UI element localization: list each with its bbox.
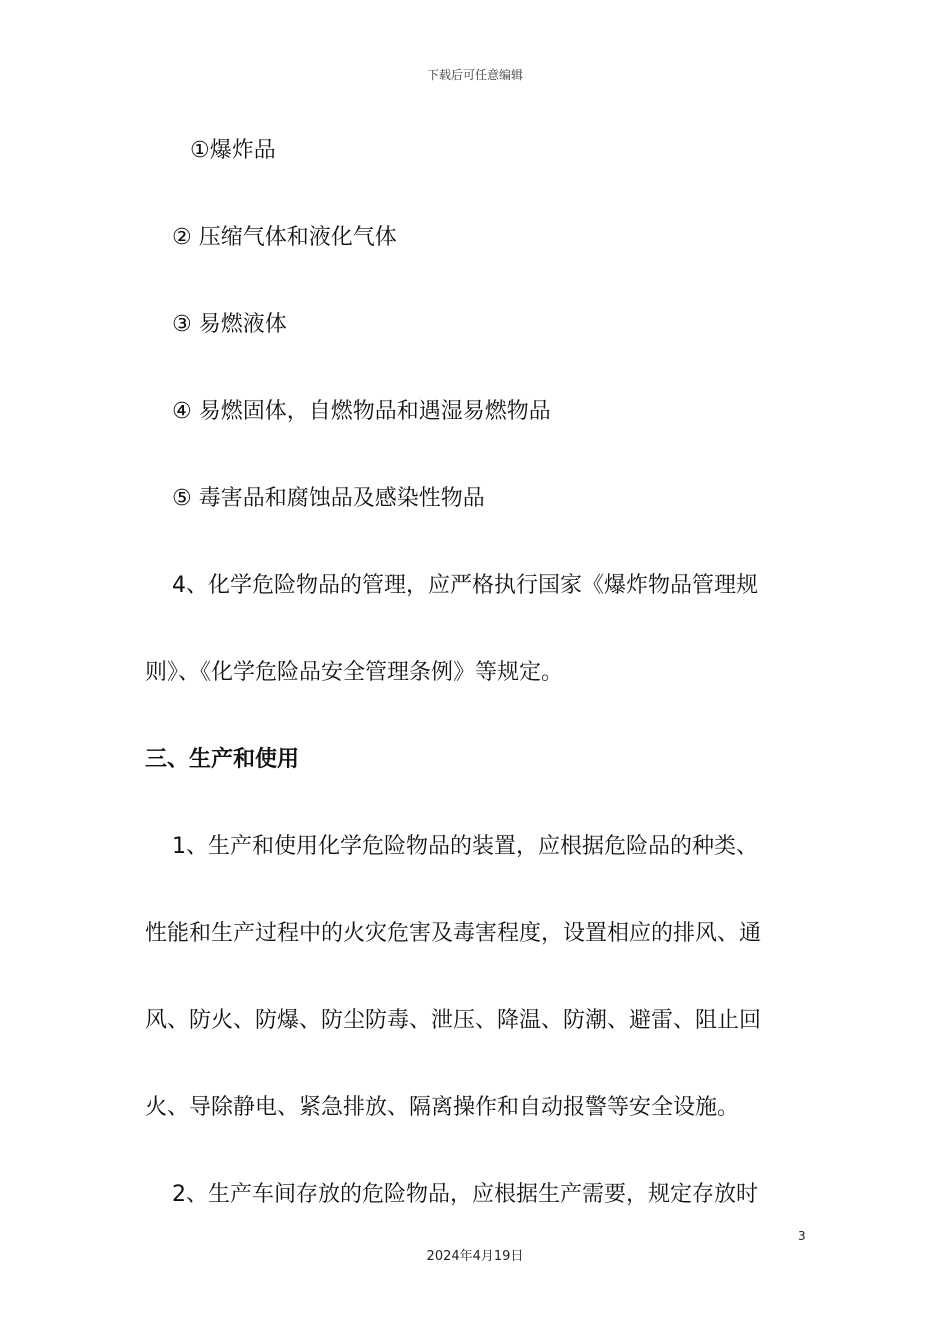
page-header: 下载后可任意编辑 (426, 68, 523, 82)
paragraph-4-line-2: 则》、《化学危险品安全管理条例》等规定。 (145, 660, 564, 685)
list-item-toxic-corrosive: ⑤ 毒害品和腐蚀品及感染性物品 (172, 486, 485, 511)
paragraph-s1-line-4: 火、导除静电、紧急排放、隔离操作和自动报警等安全设施。 (145, 1095, 740, 1120)
section-heading: 三、生产和使用 (145, 747, 300, 772)
footer-date: 2024年4月19日 (426, 1249, 524, 1264)
list-item-flammable-liquid: ③ 易燃液体 (172, 312, 287, 337)
paragraph-s2-line-1: 2、生产车间存放的危险物品，应根据生产需要，规定存放时 (172, 1182, 758, 1207)
paragraph-s1-line-1: 1、生产和使用化学危险物品的装置，应根据危险品的种类、 (172, 834, 758, 859)
paragraph-s1-line-2: 性能和生产过程中的火灾危害及毒害程度，设置相应的排风、通 (145, 921, 762, 946)
list-item-explosives: ①爆炸品 (190, 138, 276, 163)
list-item-compressed-gas: ② 压缩气体和液化气体 (172, 225, 397, 250)
paragraph-4-line-1: 4、化学危险物品的管理，应严格执行国家《爆炸物品管理规 (172, 573, 758, 598)
list-item-flammable-solid: ④ 易燃固体，自燃物品和遇湿易燃物品 (172, 399, 551, 424)
page-number: 3 (798, 1229, 806, 1243)
paragraph-s1-line-3: 风、防火、防爆、防尘防毒、泄压、降温、防潮、避雷、阻止回 (145, 1008, 762, 1033)
